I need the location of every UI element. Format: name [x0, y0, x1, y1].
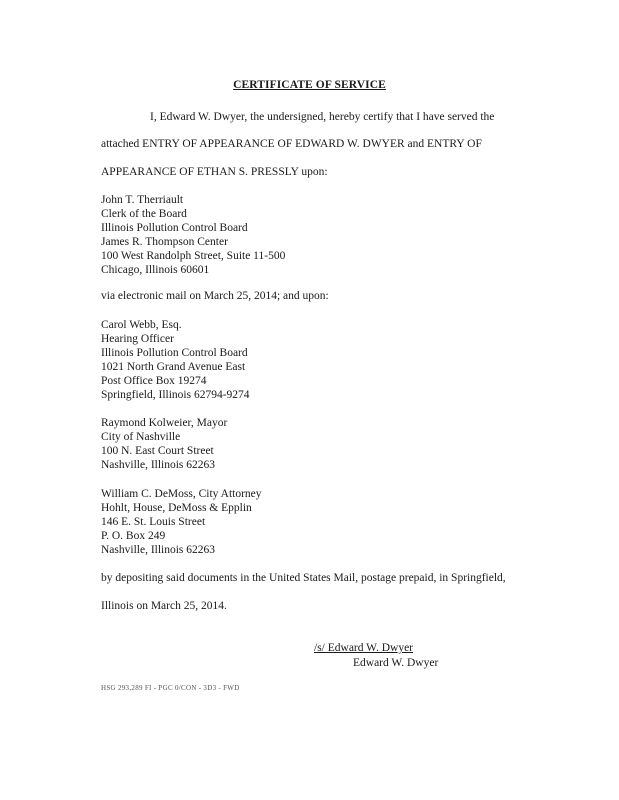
document-title: CERTIFICATE OF SERVICE	[233, 79, 386, 91]
address-line: 100 N. East Court Street	[101, 445, 214, 457]
address-line: James R. Thompson Center	[101, 236, 228, 248]
address-line: 100 West Randolph Street, Suite 11-500	[101, 250, 286, 262]
recipient-city-attorney-address	[101, 487, 262, 557]
closing-line-2: Illinois on March 25, 2014.	[101, 600, 227, 612]
address-line: John T. Therriault	[101, 194, 184, 206]
recipient-clerk-address	[101, 193, 285, 277]
recipient-hearing-officer-address	[101, 318, 250, 402]
document-footer-code: HSG 293,289 FI - PGC 0/CON - 3D3 - FWD	[101, 684, 240, 692]
intro-line-3: APPEARANCE OF ETHAN S. PRESSLY upon:	[101, 166, 328, 178]
intro-line-1: I, Edward W. Dwyer, the undersigned, hereby certify that I have served the	[150, 111, 495, 123]
address-line: Post Office Box 19274	[101, 375, 207, 387]
address-line: Chicago, Illinois 60601	[101, 264, 210, 276]
address-line: Illinois Pollution Control Board	[101, 222, 248, 234]
address-line: 1021 North Grand Avenue East	[101, 361, 246, 373]
address-line: Nashville, Illinois 62263	[101, 544, 216, 556]
address-line: Springfield, Illinois 62794-9274	[101, 389, 250, 401]
address-line: Hohlt, House, DeMoss & Epplin	[101, 502, 252, 514]
address-line: 146 E. St. Louis Street	[101, 516, 206, 528]
signature-electronic	[314, 641, 413, 655]
address-line: Illinois Pollution Control Board	[101, 347, 248, 359]
address-line: Carol Webb, Esq.	[101, 319, 182, 331]
via-electronic-mail: via electronic mail on March 25, 2014; and upon:	[101, 290, 329, 302]
address-line: P. O. Box 249	[101, 530, 166, 542]
signature-printed-name: Edward W. Dwyer	[353, 657, 439, 669]
address-line: William C. DeMoss, City Attorney	[101, 488, 262, 500]
address-line: Raymond Kolweier, Mayor	[101, 417, 228, 429]
address-line: Clerk of the Board	[101, 208, 187, 220]
address-line: City of Nashville	[101, 431, 181, 443]
intro-line-2: attached ENTRY OF APPEARANCE OF EDWARD W. DWYER and ENTRY OF	[101, 138, 482, 150]
recipient-mayor-address	[101, 416, 227, 472]
signature-text: /s/ Edward W. Dwyer	[314, 642, 414, 654]
address-line: Hearing Officer	[101, 333, 174, 345]
address-line: Nashville, Illinois 62263	[101, 459, 216, 471]
closing-line-1: by depositing said documents in the United States Mail, postage prepaid, in Springfield,	[101, 572, 506, 584]
